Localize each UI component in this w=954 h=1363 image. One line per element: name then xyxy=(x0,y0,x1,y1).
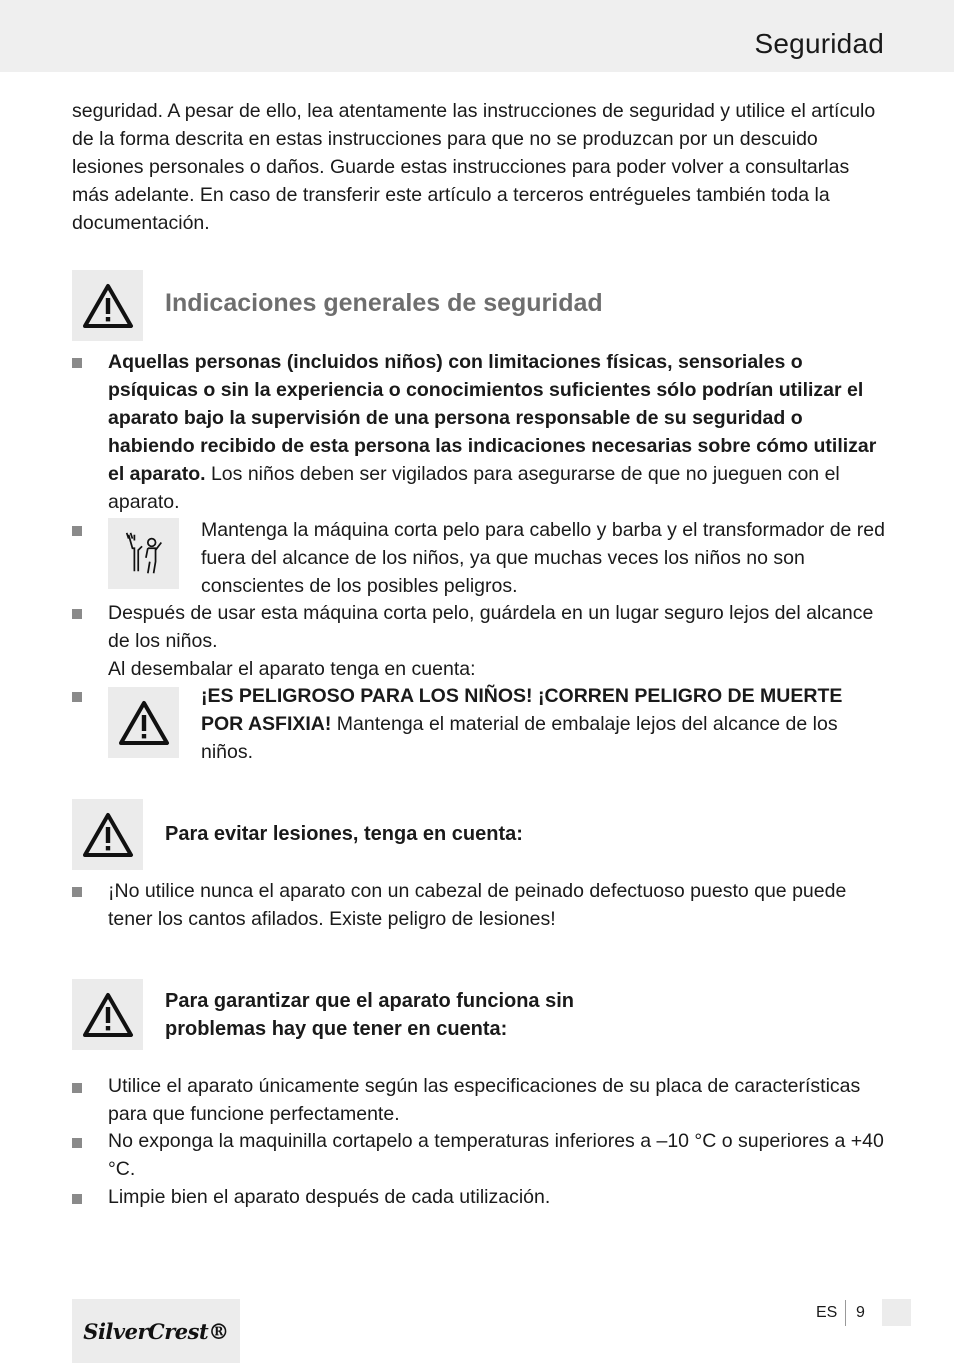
logo-text: SilverCrest® xyxy=(83,1318,229,1344)
item-text: Mantenga la máquina corta pelo para cabello y barba y el transformador de red fuera del alcance de los niños, ya que muchas veces los niños no son conscientes de los posibles peligros. xyxy=(201,519,885,597)
bullet-marker xyxy=(72,1138,82,1148)
warning-triangle-icon xyxy=(82,992,134,1038)
section-title-line: problemas hay que tener en cuenta: xyxy=(165,1018,508,1040)
footer-divider xyxy=(845,1300,846,1326)
bullet-marker xyxy=(72,609,82,619)
child-safety-icon xyxy=(119,529,169,579)
bold-warning-text: Aquellas personas (incluidos niños) con limitaciones físicas, sensoriales o psíquicas o sin la experiencia o conocimientos suficientes sólo podrían utilizar el aparato bajo la supervisión de una persona responsable de su seguridad o habiendo recibido de esta persona las indicaciones necesarias sobre cómo utilizar el aparato. xyxy=(108,351,877,485)
warning-triangle-icon xyxy=(118,700,170,746)
item-text: Utilice el aparato únicamente según las especificaciones de su placa de características para que funcione perfectamente. xyxy=(108,1075,861,1125)
list-item xyxy=(201,682,886,766)
bullet-marker xyxy=(72,1083,82,1093)
list-item xyxy=(108,348,885,516)
brand-logo xyxy=(72,1299,240,1363)
item-text: ¡No utilice nunca el aparato con un cabezal de peinado defectuoso puesto que puede tener los cantos afilados. Existe peligro de lesiones! xyxy=(108,880,847,930)
language-code: ES xyxy=(816,1304,838,1321)
child-safety-icon-box xyxy=(108,518,179,589)
section-title-line: Para garantizar que el aparato funciona sin xyxy=(165,990,575,1012)
item-text: Después de usar esta máquina corta pelo, guárdela en un lugar seguro lejos del alcance de los niños. xyxy=(108,602,874,652)
section-title-injury: Para evitar lesiones, tenga en cuenta: xyxy=(165,823,523,845)
item-text: Limpie bien el aparato después de cada utilización. xyxy=(108,1186,551,1208)
warning-icon-box xyxy=(72,270,143,341)
item-text: Mantenga el material de embalaje lejos del alcance de los niños. xyxy=(201,713,838,763)
page-number: 9 xyxy=(856,1304,865,1321)
bold-warning-text: ¡ES PELIGROSO PARA LOS NIÑOS! ¡CORREN PELIGRO DE MUERTE POR ASFIXIA! xyxy=(201,685,843,735)
bullet-marker xyxy=(72,358,82,368)
bullet-marker xyxy=(72,526,82,536)
bullet-marker xyxy=(72,887,82,897)
page-title: Seguridad xyxy=(754,28,884,59)
item-text: No exponga la maquinilla cortapelo a temperaturas inferiores a –10 °C o superiores a +40 °C. xyxy=(108,1130,884,1180)
warning-triangle-icon xyxy=(82,812,134,858)
warning-triangle-icon xyxy=(82,283,134,329)
warning-icon-box xyxy=(72,979,143,1050)
intro-paragraph: seguridad. A pesar de ello, lea atentamente las instrucciones de seguridad y utilice el artículo de la forma descrita en estas instrucciones para que no se produzcan por un descuido lesiones personales o daños. Guarde estas instrucciones para poder volver a consultarlas más adelante. En caso de transferir este artículo a terceros entrégueles también toda la documentación. xyxy=(72,100,876,234)
footer-marker xyxy=(882,1299,911,1326)
section-title-function xyxy=(165,987,574,1043)
bullet-marker xyxy=(72,1194,82,1204)
note-text: Al desembalar el aparato tenga en cuenta: xyxy=(108,658,476,680)
section-title-general: Indicaciones generales de seguridad xyxy=(165,289,603,317)
warning-icon-box xyxy=(72,799,143,870)
bullet-marker xyxy=(72,692,82,702)
warning-icon-box xyxy=(108,687,179,758)
item-text: Los niños deben ser vigilados para asegurarse de que no jueguen con el aparato. xyxy=(108,463,840,513)
